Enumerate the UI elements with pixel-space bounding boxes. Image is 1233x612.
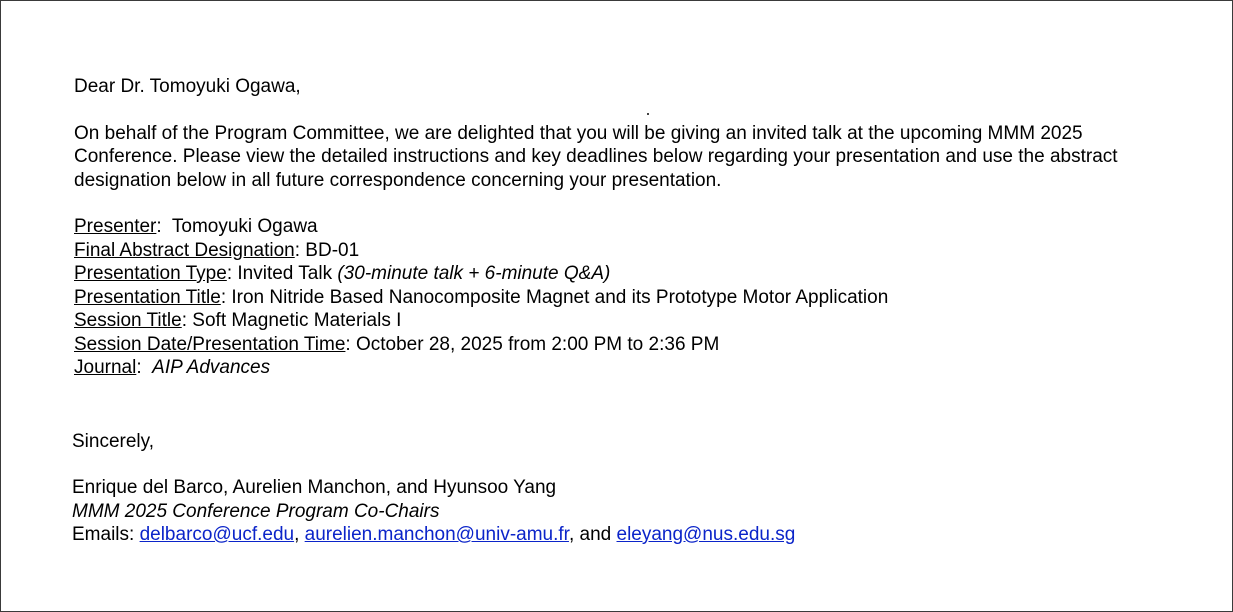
session-row: Session Title: Soft Magnetic Materials I: [74, 310, 402, 331]
email-link-delbarco[interactable]: delbarco@ucf.edu: [139, 524, 295, 545]
email-separator: ,: [294, 524, 300, 545]
email-and: , and: [568, 524, 612, 545]
title-row: Presentation Title: Iron Nitride Based Nanocomposite Magnet and its Prototype Motor Application: [74, 286, 889, 308]
presenter-row: Presenter: Tomoyuki Ogawa: [74, 216, 318, 237]
designation-row: Final Abstract Designation: BD-01: [74, 239, 360, 261]
closing: Sincerely,: [72, 430, 155, 452]
signatories: Enrique del Barco, Aurelien Manchon, and Hyunsoo Yang: [72, 477, 557, 498]
type-note: (30-minute talk + 6-minute Q&A): [337, 263, 611, 284]
salutation: Dear Dr. Tomoyuki Ogawa,: [74, 76, 301, 97]
title-label: Presentation Title: [74, 286, 221, 308]
presenter-value: Tomoyuki Ogawa: [171, 216, 318, 237]
letter-body: [74, 75, 1174, 547]
emails-label: Emails:: [72, 524, 135, 545]
session-label: Session Title: [74, 310, 182, 331]
time-value: October 28, 2025 from 2:00 PM to 2:36 PM: [355, 333, 720, 355]
session-value: Soft Magnetic Materials I: [192, 310, 402, 331]
journal-label: Journal: [74, 357, 137, 378]
journal-row: Journal: AIP Advances: [74, 357, 271, 378]
presenter-label: Presenter: [74, 216, 157, 237]
type-row: Presentation Type: Invited Talk (30-minute talk + 6-minute Q&A): [74, 263, 611, 284]
intro-paragraph: On behalf of the Program Committee, we are delighted that you will be giving an invited talk at the upcoming MMM 2025 Conference. Please view the detailed instructions and key deadlines below regarding your presentation and use the abstract designation below in all future correspondence concerning your presentation.: [74, 122, 1118, 191]
title-value: Iron Nitride Based Nanocomposite Magnet and its Prototype Motor Application: [231, 286, 889, 308]
designation-label: Final Abstract Designation: [74, 239, 295, 261]
time-label: Session Date/Presentation Time: [74, 333, 346, 355]
journal-value: AIP Advances: [152, 357, 271, 378]
signatory-role: MMM 2025 Conference Program Co-Chairs: [72, 500, 440, 522]
designation-value: BD-01: [305, 239, 360, 261]
type-value: Invited Talk: [237, 263, 333, 284]
time-row: Session Date/Presentation Time: October 28, 2025 from 2:00 PM to 2:36 PM: [74, 333, 720, 355]
details-block: [74, 215, 1174, 380]
type-label: Presentation Type: [74, 263, 227, 284]
emails-line: [72, 523, 1174, 547]
email-link-yang[interactable]: eleyang@nus.edu.sg: [616, 524, 796, 545]
email-link-manchon[interactable]: aurelien.manchon@univ-amu.fr: [304, 524, 569, 545]
